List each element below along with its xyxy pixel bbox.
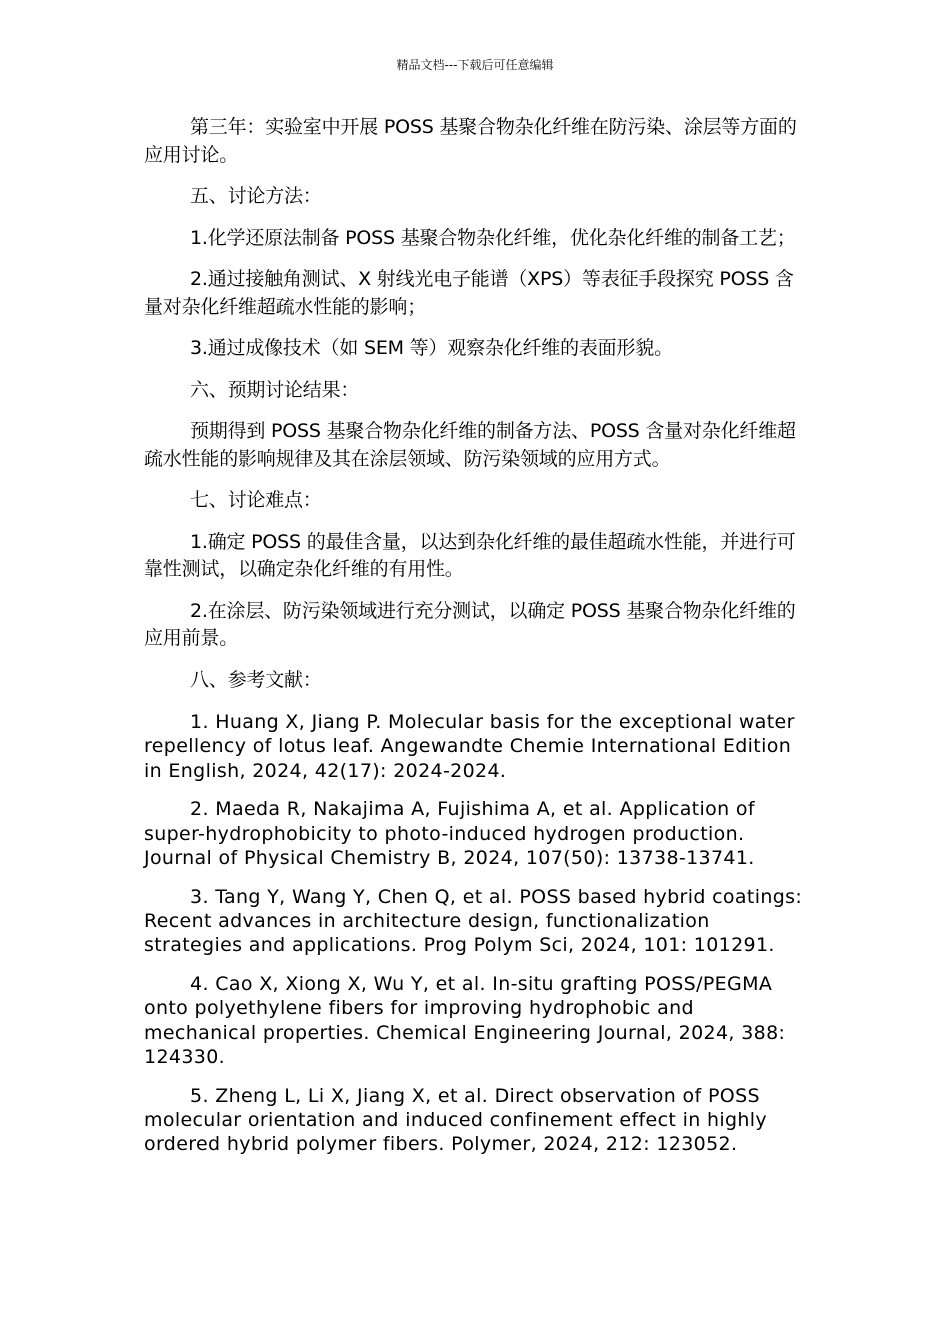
section-heading-methods: 五、讨论方法： [190,185,322,207]
difficulty-item-1: 1.确定 POSS 的最佳含量，以达到杂化纤维的最佳超疏水性能，并进行可靠性测试，以确定杂化纤维的有用性。 [144,530,796,580]
section-heading-difficulties: 七、讨论难点： [190,489,322,511]
reference-item: 4. Cao X, Xiong X, Wu Y, et al. In-situ grafting POSS/PEGMA onto polyethylene fibers for improving hydrophobic and mechanical properties. Chemical Engineering Journal, 2024, 388: 124330. [144,973,786,1069]
document-body [144,114,804,1171]
method-item-1: 1.化学还原法制备 POSS 基聚合物杂化纤维，优化杂化纤维的制备工艺； [190,226,796,249]
difficulty-item-2: 2.在涂层、防污染领域进行充分测试，以确定 POSS 基聚合物杂化纤维的应用前景。 [144,599,796,649]
section-heading-expected-results: 六、预期讨论结果： [190,378,360,401]
section-heading-references: 八、参考文献： [190,668,322,691]
reference-item: 5. Zheng L, Li X, Jiang X, et al. Direct observation of POSS molecular orientation and induced confinement effect in highly ordered hybrid polymer fibers. Polymer, 2024, 212: 123052. [144,1084,768,1156]
paragraph-year3-plan: 第三年：实验室中开展 POSS 基聚合物杂化纤维在防污染、涂层等方面的应用讨论。 [144,116,797,166]
method-item-3: 3.通过成像技术（如 SEM 等）观察杂化纤维的表面形貌。 [190,337,673,359]
paragraph-expected-results: 预期得到 POSS 基聚合物杂化纤维的制备方法、POSS 含量对杂化纤维超疏水性能的影响规律及其在涂层领域、防污染领域的应用方式。 [144,420,796,470]
reference-item: 2. Maeda R, Nakajima A, Fujishima A, et al. Application of super-hydrophobicity to photo-induced hydrogen production. Journal of Physical Chemistry B, 2024, 107(50): 13738-13741. [144,798,755,869]
method-item-2: 2.通过接触角测试、X 射线光电子能谱（XPS）等表征手段探究 POSS 含量对杂化纤维超疏水性能的影响； [144,268,794,318]
reference-list [144,710,804,1157]
reference-item: 3. Tang Y, Wang Y, Chen Q, et al. POSS based hybrid coatings: Recent advances in architecture design, functionalization strategies and applications. Prog Polym Sci, 2024, 101: 101291. [144,885,803,957]
reference-item: 1. Huang X, Jiang P. Molecular basis for the exceptional water repellency of lotus leaf. Angewandte Chemie International Edition in English, 2024, 42(17): 2024-2024. [144,711,795,782]
page-header-watermark: 精品文档---下载后可任意编辑 [396,58,554,72]
